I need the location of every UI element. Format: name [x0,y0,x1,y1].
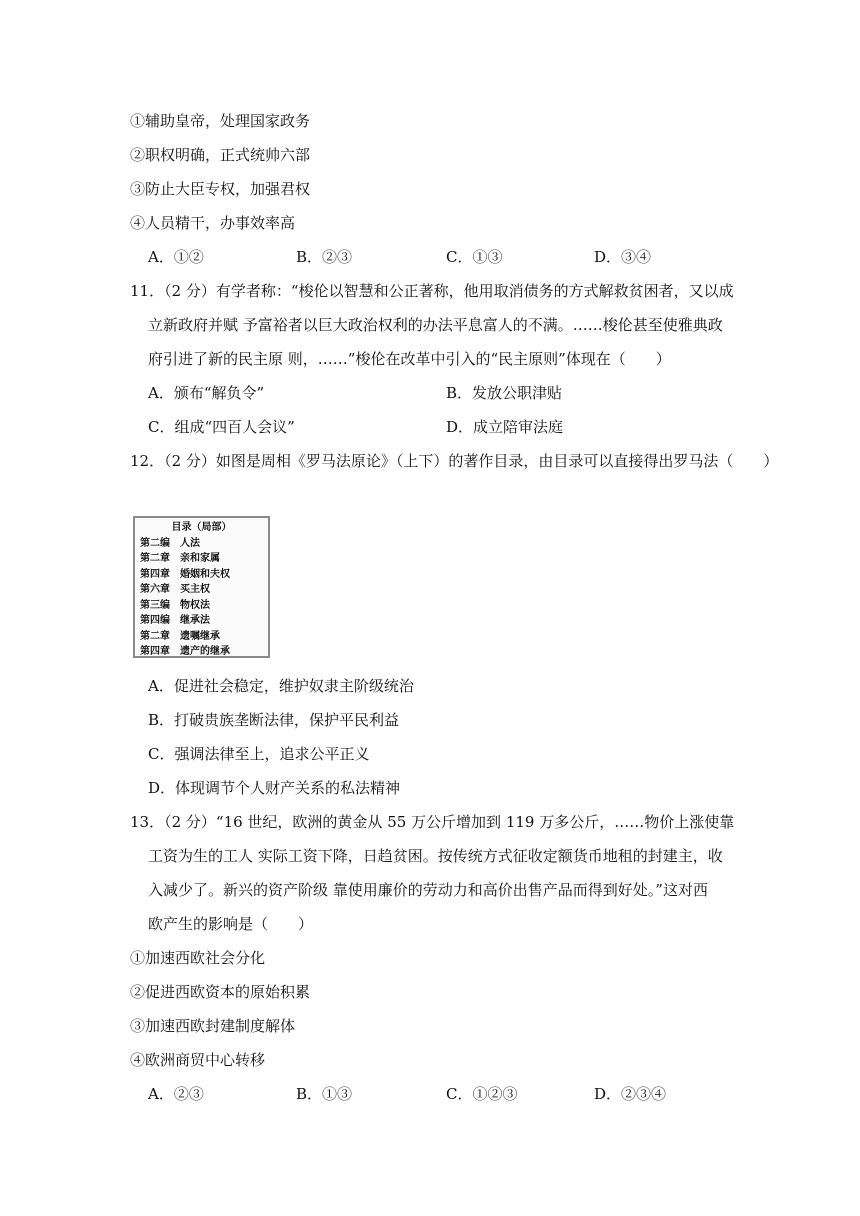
q12-option-a: A．促进社会稳定，维护奴隶主阶级统治 [148,677,414,695]
q12-option-c: C．强调法律至上，追求公平正义 [148,745,370,763]
q11-stem-line-3: 府引进了新的民主原 则，……”梭伦在改革中引入的“民主原则”体现在（ ） [148,350,671,368]
q12-stem: 12．（2 分）如图是周相《罗马法原论》（上下）的著作目录，由目录可以直接得出罗马法（ ） [130,452,779,470]
toc-row: 第四章 遗产的继承 [140,646,230,657]
q10-item-1: ①辅助皇帝，处理国家政务 [130,112,311,130]
q10-option-d: D．③④ [594,248,652,266]
q13-option-b: B．①③ [296,1085,353,1103]
q13-stem-line-2: 工资为生的工人 实际工资下降，日趋贫困。按传统方式征收定额货币地租的封建主，收 [148,847,723,865]
q11-option-c: C．组成“四百人会议” [148,418,295,436]
toc-row: 第六章 买主权 [140,584,210,595]
q13-option-d: D．②③④ [594,1085,667,1103]
q13-stem-line-4: 欧产生的影响是（ ） [148,915,314,933]
q13-stem-line-1: 13．（2 分）“16 世纪，欧洲的黄金从 55 万公斤增加到 119 万多公斤，……物价上涨使靠 [130,813,735,831]
toc-row: 第二章 亲和家属 [140,553,220,564]
q13-item-3: ③加速西欧封建制度解体 [130,1017,296,1035]
q11-option-a: A．颁布“解负令” [148,384,265,402]
q10-item-3: ③防止大臣专权，加强君权 [130,180,311,198]
q13-item-2: ②促进西欧资本的原始积累 [130,983,311,1001]
q10-item-4: ④人员精干，办事效率高 [130,214,296,232]
q13-item-4: ④欧洲商贸中心转移 [130,1051,266,1069]
toc-row: 第二章 遗嘱继承 [140,630,220,642]
q13-option-a: A．②③ [148,1085,204,1103]
q13-stem-line-3: 入减少了。新兴的资产阶级 靠使用廉价的劳动力和高价出售产品而得到好处。”这对西 [148,881,708,899]
q11-stem-line-2: 立新政府并赋 予富裕者以巨大政治权利的办法平息富人的不满。……梭伦甚至使雅典政 [148,316,723,334]
q10-option-c: C．①③ [446,248,503,266]
toc-row: 第三编 物权法 [140,599,210,611]
toc-title: 目录（局部） [171,522,232,533]
q11-option-b: B．发放公职津贴 [446,384,563,402]
toc-row: 第四编 继承法 [140,615,210,626]
q10-item-2: ②职权明确，正式统帅六部 [130,146,311,164]
toc-row: 第二编 人法 [140,537,200,549]
q10-option-a: A．①② [148,248,204,266]
q12-option-b: B．打破贵族垄断法律，保护平民利益 [148,711,400,729]
q11-stem-line-1: 11．（2 分）有学者称：“梭伦以智慧和公正著称，他用取消债务的方式解救贫困者，又以成 [130,282,734,300]
q13-item-1: ①加速西欧社会分化 [130,949,266,967]
q13-option-c: C．①②③ [446,1085,518,1103]
toc-figure [133,516,270,658]
q11-option-d: D．成立陪审法庭 [446,418,564,436]
toc-row: 第四章 婚姻和夫权 [140,568,230,580]
q10-option-b: B．②③ [296,248,353,266]
q12-option-d: D．体现调节个人财产关系的私法精神 [148,779,401,797]
